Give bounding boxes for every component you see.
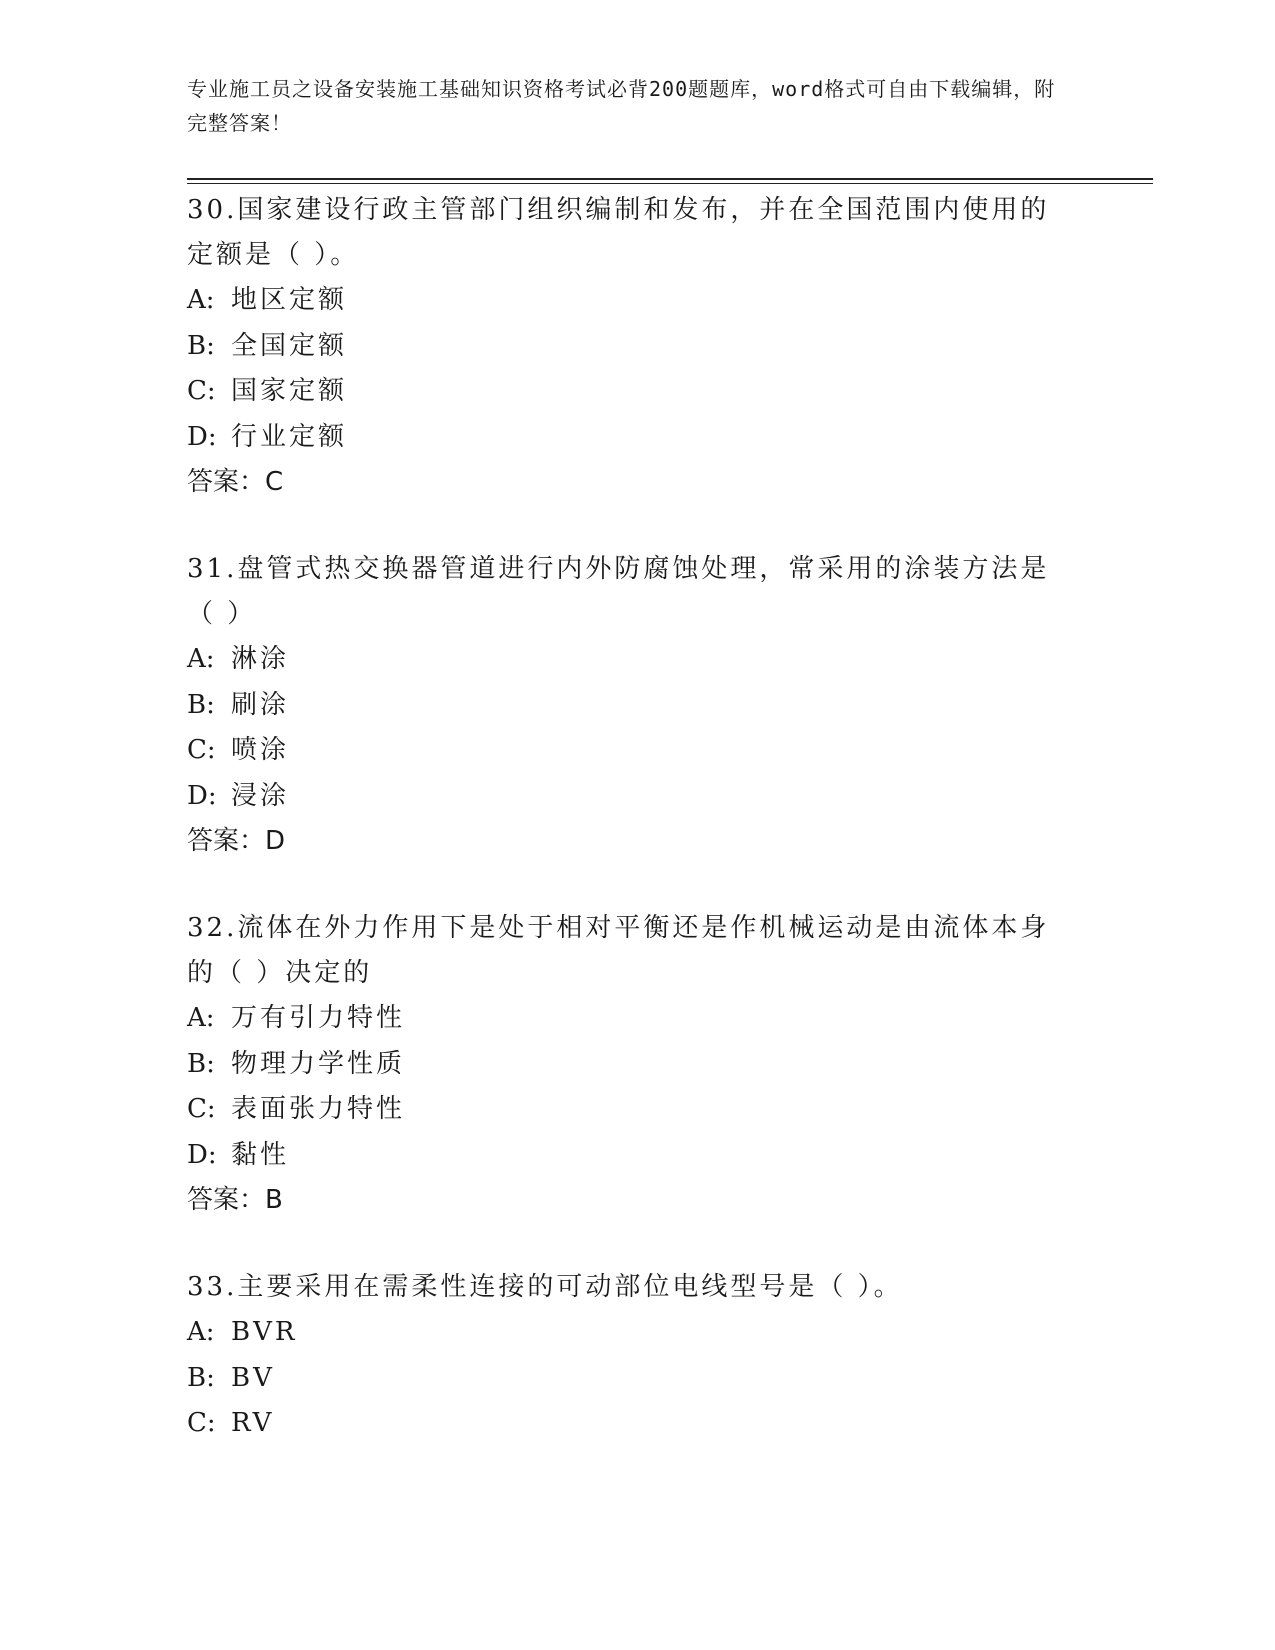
option-c <box>187 1087 1077 1133</box>
question-list <box>187 188 1077 1489</box>
option-d <box>187 415 1077 461</box>
option-text: 浸涂 <box>231 780 290 811</box>
option-text: BV <box>231 1362 275 1393</box>
option-text: 淋涂 <box>231 644 290 674</box>
option-d <box>187 774 1077 820</box>
option-label: D: <box>187 421 217 452</box>
option-text: RV <box>231 1408 275 1438</box>
option-label: C: <box>187 1408 216 1438</box>
question-32 <box>187 906 1077 1223</box>
question-stem: 33.主要采用在需柔性连接的可动部位电线型号是（ ）。 <box>187 1272 903 1302</box>
header-divider-thick <box>187 178 1153 180</box>
option-b <box>187 324 1077 370</box>
option-text: 万有引力特性 <box>231 1003 406 1033</box>
option-c <box>187 1401 1077 1447</box>
option-label: C: <box>187 735 216 765</box>
option-b <box>187 1042 1077 1088</box>
option-text: 地区定额 <box>231 285 348 315</box>
option-label: B: <box>187 330 215 361</box>
option-text: 物理力学性质 <box>231 1048 406 1079</box>
option-b <box>187 683 1077 729</box>
option-text: 喷涂 <box>231 735 290 765</box>
answer: 答案：B <box>187 1185 283 1215</box>
question-stem: 30.国家建设行政主管部门组织编制和发布，并在全国范围内使用的定额是（ ）。 <box>187 195 1050 270</box>
option-label: B: <box>187 689 215 720</box>
answer: 答案：C <box>187 467 284 497</box>
answer: 答案：D <box>187 826 286 856</box>
option-label: A: <box>187 644 215 674</box>
question-30 <box>187 188 1077 505</box>
option-label: A: <box>187 1317 215 1347</box>
question-31 <box>187 547 1077 864</box>
option-text: 表面张力特性 <box>231 1094 406 1124</box>
option-text: 刷涂 <box>231 689 290 720</box>
option-b <box>187 1356 1077 1402</box>
option-d <box>187 1133 1077 1179</box>
option-label: B: <box>187 1362 215 1393</box>
document-header: 专业施工员之设备安装施工基础知识资格考试必背200题题库，word格式可自由下载编辑，附完整答案！ <box>187 77 1056 135</box>
option-label: A: <box>187 1003 215 1033</box>
option-label: A: <box>187 285 215 315</box>
option-text: 行业定额 <box>231 421 348 452</box>
question-stem: 32.流体在外力作用下是处于相对平衡还是作机械运动是由流体本身的（ ）决定的 <box>187 913 1050 988</box>
option-label: C: <box>187 1094 216 1124</box>
option-text: BVR <box>231 1317 298 1347</box>
option-text: 国家定额 <box>231 376 348 406</box>
option-c <box>187 728 1077 774</box>
option-label: D: <box>187 780 217 811</box>
option-a <box>187 1310 1077 1356</box>
option-a <box>187 637 1077 683</box>
option-a <box>187 278 1077 324</box>
option-text: 全国定额 <box>231 330 348 361</box>
option-a <box>187 996 1077 1042</box>
option-label: D: <box>187 1139 217 1170</box>
header-divider-thin <box>187 183 1153 184</box>
question-stem: 31.盘管式热交换器管道进行内外防腐蚀处理，常采用的涂装方法是（ ） <box>187 554 1050 629</box>
option-label: C: <box>187 376 216 406</box>
option-label: B: <box>187 1048 215 1079</box>
option-c <box>187 369 1077 415</box>
question-33 <box>187 1265 1077 1447</box>
option-text: 黏性 <box>231 1139 290 1170</box>
